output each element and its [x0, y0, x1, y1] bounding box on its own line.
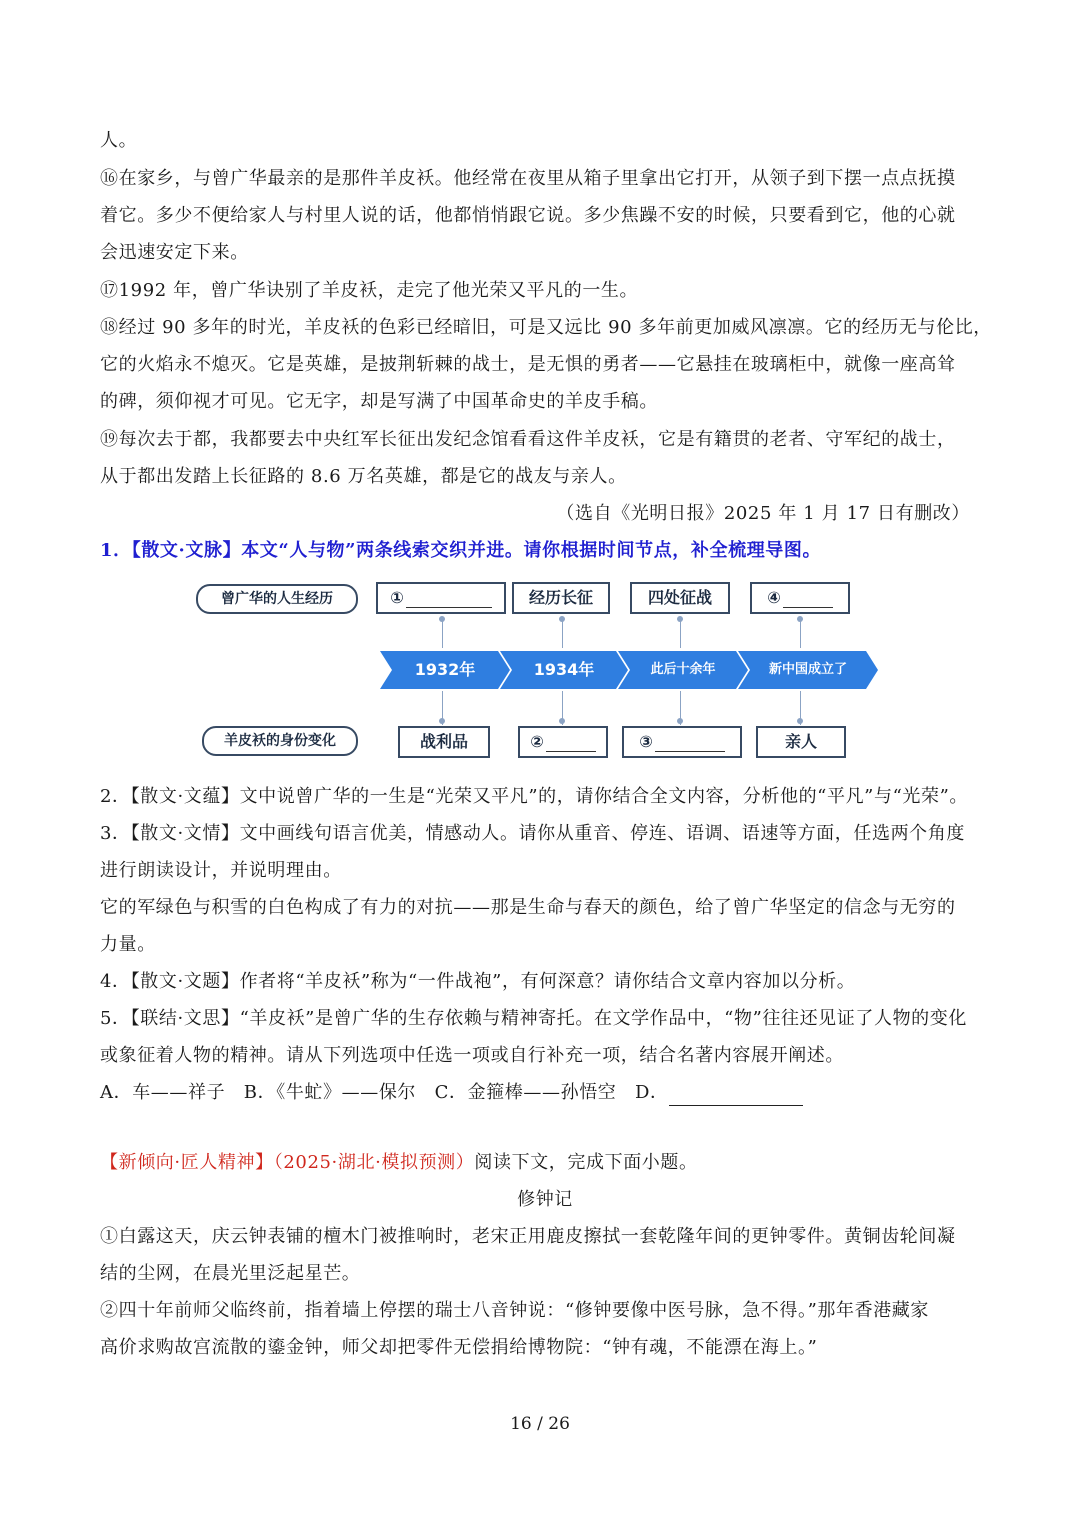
passage-line: 会迅速安定下来。 — [100, 242, 249, 263]
passage-line: ⑯在家乡，与曾广华最亲的是那件羊皮袄。他经常在夜里从箱子里拿出它打开，从领子到下摆一点点抚摸 — [100, 168, 956, 189]
article-line: ①白露这天，庆云钟表铺的檀木门被推响时，老宋正用鹿皮擦拭一套乾隆年间的更钟零件。黄铜齿轮间凝 — [100, 1226, 956, 1247]
connector-dot — [439, 718, 445, 724]
timeline-1932: 1932年 — [414, 660, 476, 679]
connector-dot — [797, 616, 803, 622]
section-header — [100, 1150, 990, 1176]
connector-dot — [797, 718, 803, 724]
section-meta: （2025·湖北·模拟预测） — [273, 1152, 475, 1173]
connector-dot — [559, 616, 565, 622]
page-number: 16 / 26 — [510, 1414, 570, 1434]
question-1: 1．【散文·文脉】本文“人与物”两条线索交织并进。请你根据时间节点，补全梳理导图。 — [100, 540, 822, 561]
passage-line: 从于都出发踏上长征路的 8.6 万名英雄，都是它的战友与亲人。 — [100, 466, 627, 487]
source-citation: （选自《光明日报》2025 年 1 月 17 日有删改） — [556, 503, 970, 524]
connector — [800, 618, 801, 648]
answer-blank[interactable] — [655, 733, 725, 752]
question-5-cont: 或象征着人物的精神。请从下列选项中任选一项或自行补充一项，结合名著内容展开阐述。 — [100, 1045, 844, 1066]
timeline-decade: 此后十余年 — [650, 662, 716, 677]
question-4: 4．【散文·文题】作者将“羊皮袄”称为“一件战袍”，有何深意？请你结合文章内容加以分析。 — [100, 971, 856, 992]
section-instruction: 阅读下文，完成下面小题。 — [474, 1152, 698, 1173]
passage-line: 的碑，须仰视才可见。它无字，却是写满了中国革命史的羊皮手稿。 — [100, 391, 658, 412]
bottom-box-2: ② — [518, 726, 608, 758]
bottom-box-3: ③ — [622, 726, 742, 758]
answer-blank[interactable] — [546, 733, 596, 752]
connector-dot — [559, 718, 565, 724]
top-box-2: 经历长征 — [512, 582, 610, 614]
question-5: 5．【联结·文思】“羊皮袄”是曾广华的生存依赖与精神寄托。在文学作品中，“物”往往还见证了人物的变化 — [100, 1008, 967, 1029]
bottom-box-1: 战利品 — [398, 726, 490, 758]
passage-line: 人。 — [100, 130, 138, 151]
article-line: ②四十年前师父临终前，指着墙上停摆的瑞士八音钟说：“修钟要像中医号脉，急不得。”那年香港藏家 — [100, 1300, 929, 1321]
question-2: 2．【散文·文蕴】文中说曾广华的一生是“光荣又平凡”的，请你结合全文内容，分析他的“平凡”与“光荣”。 — [100, 786, 968, 807]
top-box-3: 四处征战 — [630, 582, 730, 614]
timeline-diagram — [190, 576, 890, 766]
passage-line: ⑲每次去于都，我都要去中央红军长征出发纪念馆看看这件羊皮袄，它是有籍贯的老者、守军纪的战士， — [100, 429, 956, 450]
row-label-coat: 羊皮袄的身份变化 — [202, 726, 358, 756]
passage-line: ⑱经过 90 多年的时光，羊皮袄的色彩已经暗旧，可是又远比 90 多年前更加威风凛凛。它的经历无与伦比， — [100, 317, 992, 338]
bottom-box-4: 亲人 — [756, 726, 846, 758]
timeline-prc: 新中国成立了 — [768, 662, 847, 677]
passage-line: 着它。多少不便给家人与村里人说的话，他都悄悄跟它说。多少焦躁不安的时候，只要看到它，他的心就 — [100, 205, 956, 226]
option-d-blank[interactable] — [669, 1085, 803, 1106]
article-line: 高价求购故宫流散的鎏金钟，师父却把零件无偿捐给博物院：“钟有魂，不能漂在海上。” — [100, 1337, 818, 1358]
article-line: 结的尘网，在晨光里泛起星芒。 — [100, 1263, 361, 1284]
answer-blank[interactable] — [406, 589, 492, 608]
connector — [680, 618, 681, 648]
section-tag: 【新倾向·匠人精神】 — [100, 1152, 274, 1173]
question-5-options: A．车——祥子 B．《牛虻》——保尔 C．金箍棒——孙悟空 D． — [100, 1080, 990, 1106]
connector — [442, 618, 443, 648]
connector-dot — [439, 616, 445, 622]
question-3-cont: 进行朗读设计，并说明理由。 — [100, 860, 342, 881]
underlined-sentence: 它的军绿色与积雪的白色构成了有力的对抗——那是生命与春天的颜色，给了曾广华坚定的信念与无穷的 — [100, 897, 956, 918]
connector-dot — [677, 616, 683, 622]
top-box-1: ① — [376, 582, 506, 614]
answer-blank[interactable] — [783, 589, 833, 608]
question-3: 3．【散文·文情】文中画线句语言优美，情感动人。请你从重音、停连、语调、语速等方面，任选两个角度 — [100, 823, 965, 844]
underlined-sentence-cont: 力量。 — [100, 934, 156, 955]
top-box-4: ④ — [750, 582, 850, 614]
row-label-life: 曾广华的人生经历 — [196, 584, 358, 614]
connector — [562, 618, 563, 648]
article-title: 修钟记 — [517, 1189, 573, 1210]
passage-line: ⑰1992 年，曾广华诀别了羊皮袄，走完了他光荣又平凡的一生。 — [100, 280, 639, 301]
connector-dot — [677, 718, 683, 724]
timeline-1934: 1934年 — [533, 660, 595, 679]
passage-line: 它的火焰永不熄灭。它是英雄，是披荆斩棘的战士，是无惧的勇者——它悬挂在玻璃柜中，就像一座高耸 — [100, 354, 956, 375]
